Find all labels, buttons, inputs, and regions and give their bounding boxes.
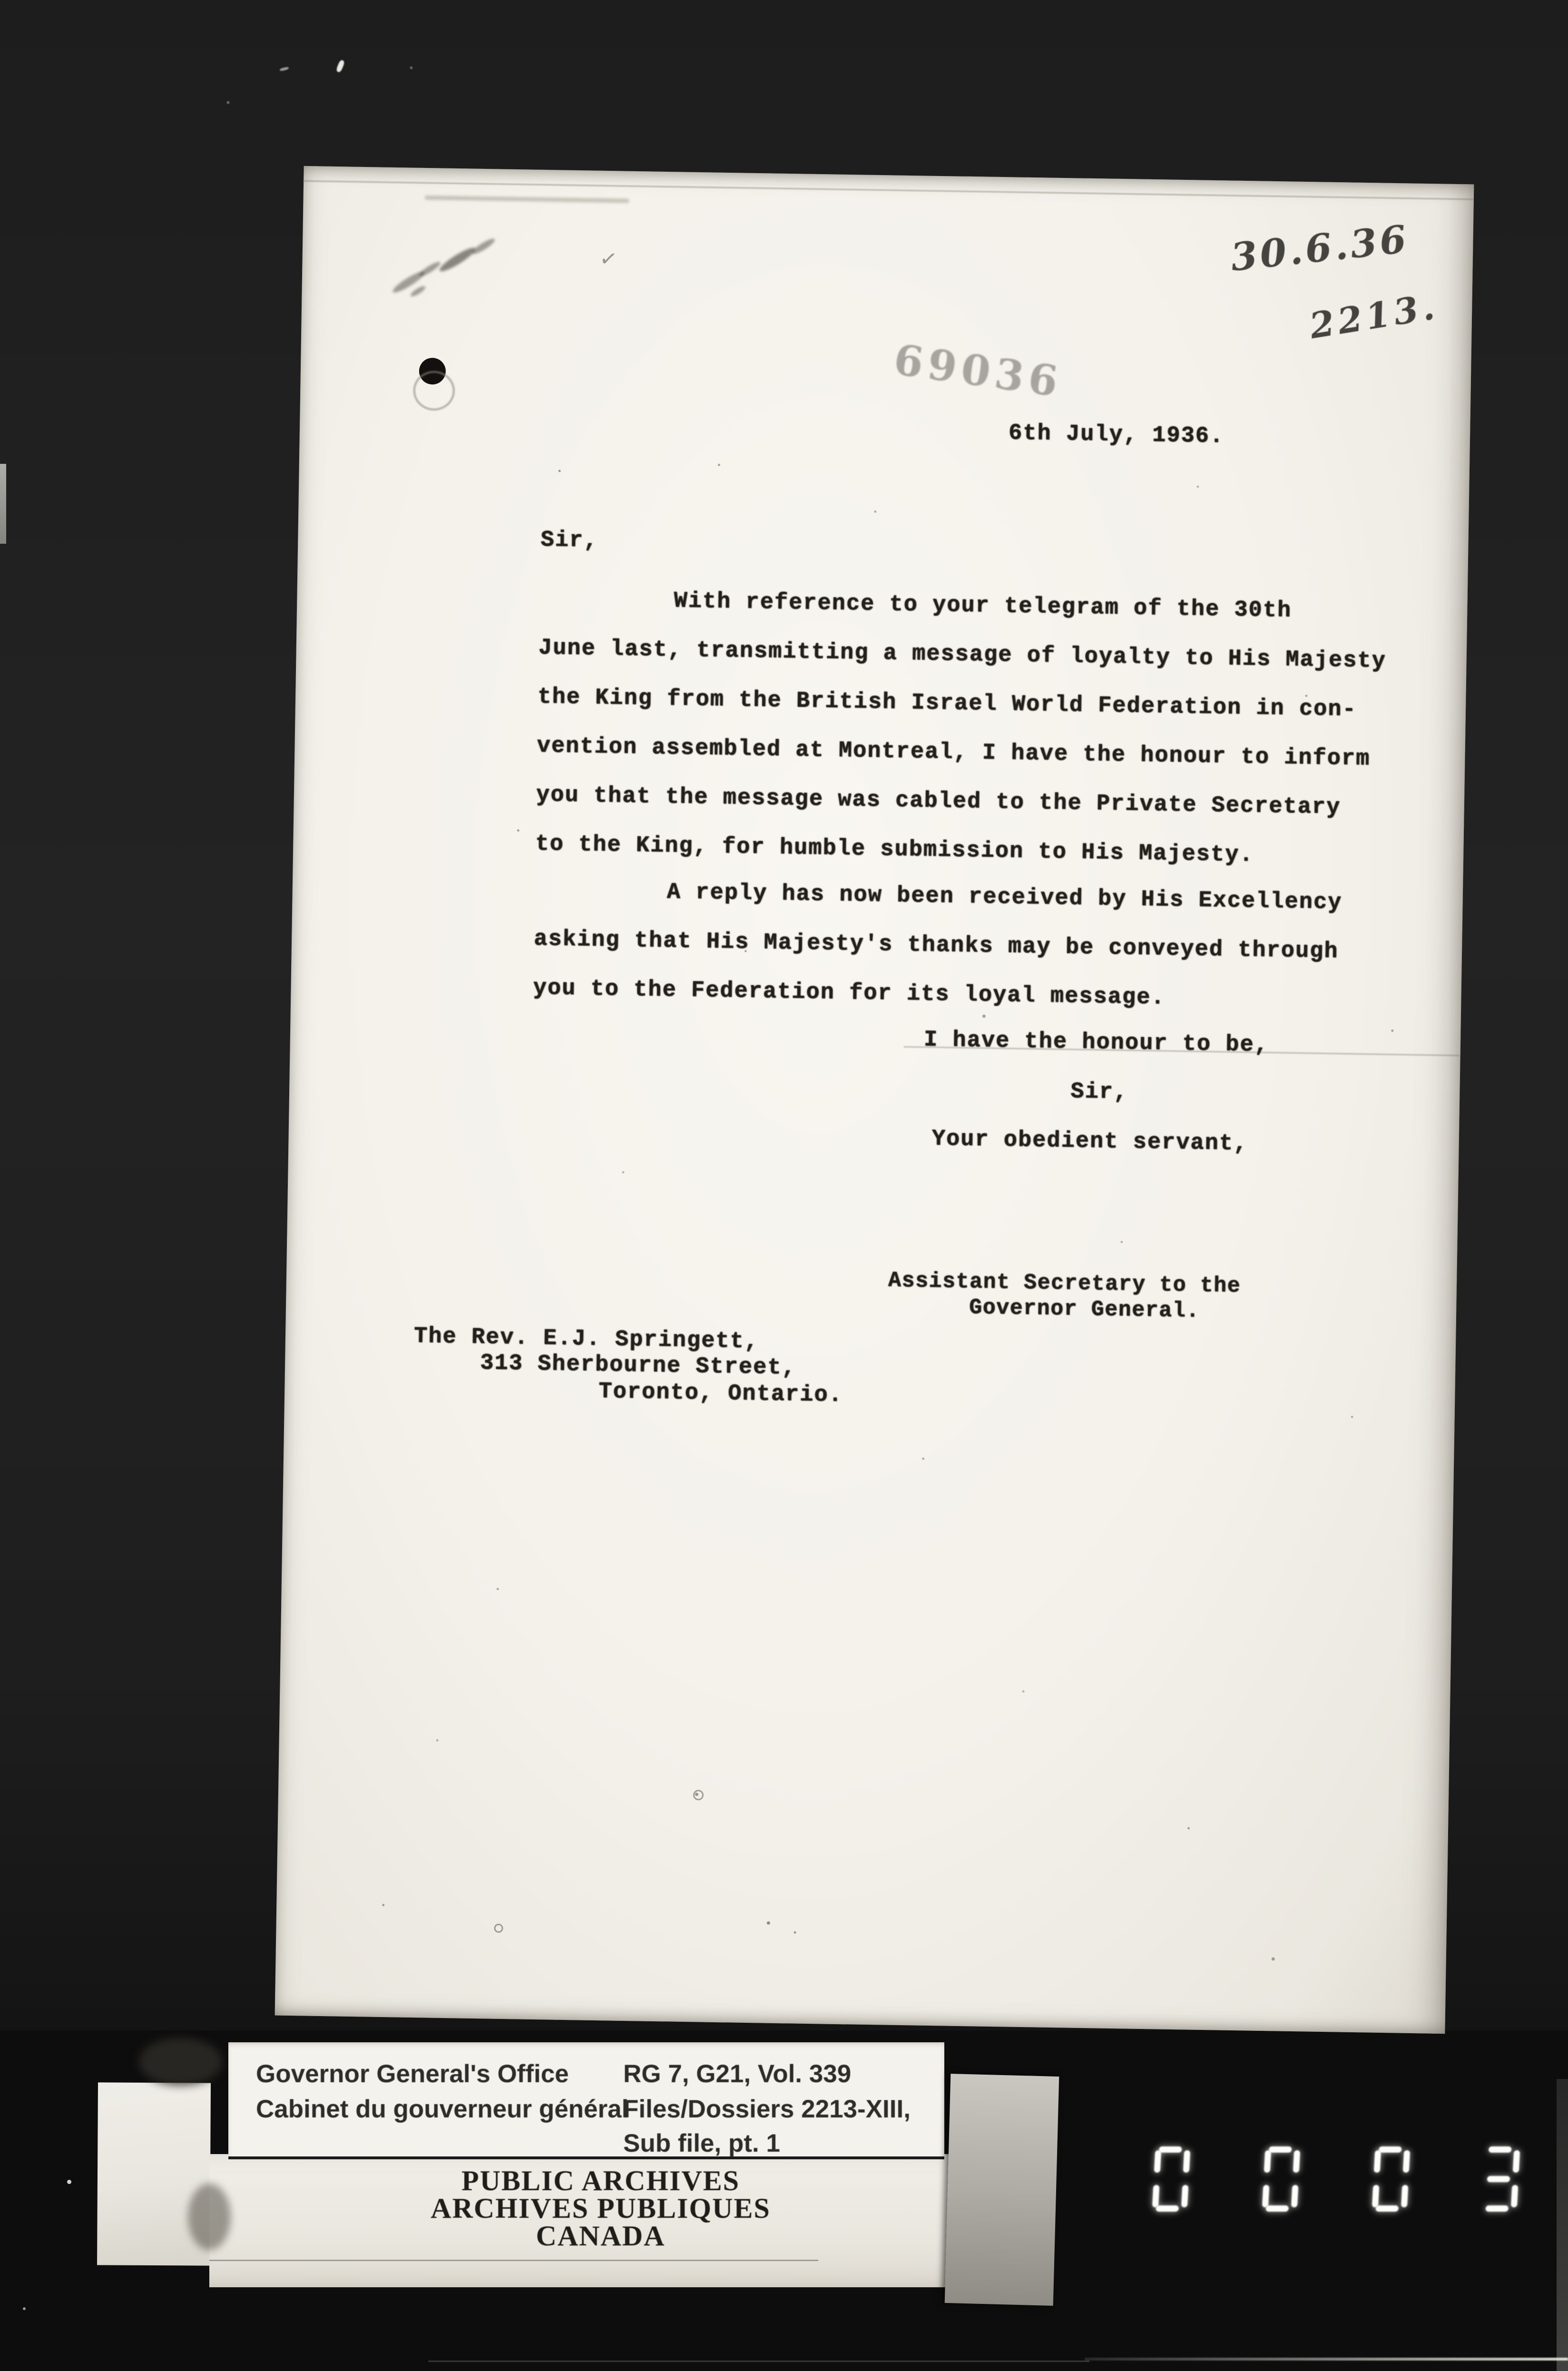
digit-segment bbox=[1513, 2150, 1520, 2173]
digit-segment bbox=[1511, 2185, 1518, 2207]
closing-line: I have the honour to be, bbox=[923, 1027, 1269, 1058]
recipient-line: 313 Sherbourne Street, bbox=[480, 1351, 797, 1381]
body-line: June last, transmitting a message of loyalty to His Majesty bbox=[538, 635, 1387, 674]
smudge-mark bbox=[418, 260, 442, 278]
letter-date: 6th July, 1936. bbox=[1008, 421, 1225, 450]
digit-segment bbox=[1262, 2185, 1269, 2207]
dust-ring bbox=[494, 1924, 503, 1933]
banner-line-fr: ARCHIVES PUBLIQUES bbox=[431, 2193, 771, 2224]
handwritten-date: 30.6.36 bbox=[1228, 216, 1411, 280]
counter-digit bbox=[1481, 2146, 1520, 2212]
recipient-line: The Rev. E.J. Springett, bbox=[413, 1323, 759, 1355]
smudge-mark bbox=[470, 236, 497, 256]
body-line: you to the Federation for its loyal message. bbox=[533, 975, 1166, 1011]
film-insert-tab-gray bbox=[945, 2074, 1059, 2306]
film-edge-line bbox=[1085, 2358, 1568, 2361]
film-speck bbox=[23, 2307, 26, 2310]
digit-segment bbox=[1489, 2146, 1512, 2153]
digit-segment bbox=[1375, 2205, 1399, 2212]
body-line: the King from the British Israel World Federation in con- bbox=[537, 684, 1357, 723]
film-edge-artifact bbox=[1557, 2079, 1568, 2371]
film-speck bbox=[227, 101, 229, 104]
label-office-en: Governor General's Office bbox=[256, 2060, 569, 2088]
signature-line: Governor General. bbox=[969, 1295, 1200, 1323]
digit-segment bbox=[1269, 2146, 1292, 2153]
film-smudge bbox=[139, 2038, 222, 2086]
digit-segment bbox=[1181, 2185, 1188, 2207]
smudge-mark bbox=[409, 284, 426, 298]
label-office-fr: Cabinet du gouverneur général bbox=[256, 2095, 629, 2123]
smudge-mark bbox=[437, 245, 478, 274]
label-reference-line: RG 7, G21, Vol. 339 bbox=[623, 2060, 852, 2088]
punch-hole-ghost-ring bbox=[413, 371, 455, 411]
digit-segment bbox=[1487, 2176, 1510, 2182]
body-line: asking that His Majesty's thanks may be conveyed through bbox=[533, 926, 1339, 965]
stamp-number: 69036 bbox=[891, 334, 1066, 407]
body-line: A reply has now been received by His Excellency bbox=[666, 880, 1343, 916]
banner-rule bbox=[209, 2260, 818, 2261]
counter-digit bbox=[1152, 2146, 1190, 2212]
digit-segment bbox=[1372, 2185, 1379, 2207]
digit-segment bbox=[1156, 2205, 1179, 2212]
body-line: to the King, for humble submission to His Majesty. bbox=[535, 831, 1254, 868]
film-smudge bbox=[188, 2184, 231, 2250]
film-speck bbox=[410, 67, 412, 69]
digit-segment bbox=[1374, 2150, 1381, 2173]
dust-speckles bbox=[304, 166, 306, 168]
archive-banner bbox=[209, 2154, 992, 2287]
body-line: you that the message was cabled to the Private Secretary bbox=[536, 782, 1341, 821]
digit-segment bbox=[1291, 2185, 1298, 2207]
signature-line: Assistant Secretary to the bbox=[888, 1268, 1241, 1299]
digit-segment bbox=[1485, 2205, 1509, 2212]
label-reference-line: Sub file, pt. 1 bbox=[623, 2129, 780, 2157]
frame-counter bbox=[1154, 2146, 1519, 2212]
dust-ring bbox=[693, 1790, 704, 1800]
archive-label-card bbox=[228, 2040, 944, 2159]
banner-line-canada: CANADA bbox=[536, 2220, 666, 2252]
label-reference-line: Files/Dossiers 2213-XIII, bbox=[623, 2095, 911, 2123]
digit-segment bbox=[1293, 2150, 1300, 2173]
letter-salutation: Sir, bbox=[540, 527, 598, 554]
banner-line-en: PUBLIC ARCHIVES bbox=[461, 2165, 740, 2196]
digit-segment bbox=[1264, 2150, 1271, 2173]
body-line: vention assembled at Montreal, I have the honour to inform bbox=[537, 733, 1371, 772]
paper-crease-smudge bbox=[425, 196, 629, 203]
closing-line: Sir, bbox=[1070, 1079, 1128, 1106]
body-line: With reference to your telegram of the 30th bbox=[673, 588, 1292, 624]
counter-digit bbox=[1372, 2146, 1410, 2212]
digit-segment bbox=[1401, 2185, 1408, 2207]
digit-segment bbox=[1159, 2146, 1182, 2153]
counter-digit bbox=[1262, 2146, 1300, 2212]
digit-segment bbox=[1379, 2146, 1402, 2153]
handwritten-file-number: 2213. bbox=[1306, 286, 1441, 347]
recipient-line: Toronto, Ontario. bbox=[598, 1379, 843, 1409]
letter-page bbox=[275, 166, 1474, 2034]
digit-segment bbox=[1265, 2205, 1289, 2212]
digit-segment bbox=[1152, 2185, 1159, 2207]
closing-line: Your obedient servant, bbox=[931, 1126, 1248, 1157]
film-edge-line bbox=[428, 2361, 1089, 2362]
digit-segment bbox=[1403, 2150, 1410, 2173]
digit-segment bbox=[1183, 2150, 1190, 2173]
film-edge-artifact bbox=[0, 464, 6, 544]
digit-segment bbox=[1154, 2150, 1161, 2173]
checkmark-annotation: ✓ bbox=[598, 246, 619, 272]
film-speck bbox=[67, 2180, 71, 2184]
